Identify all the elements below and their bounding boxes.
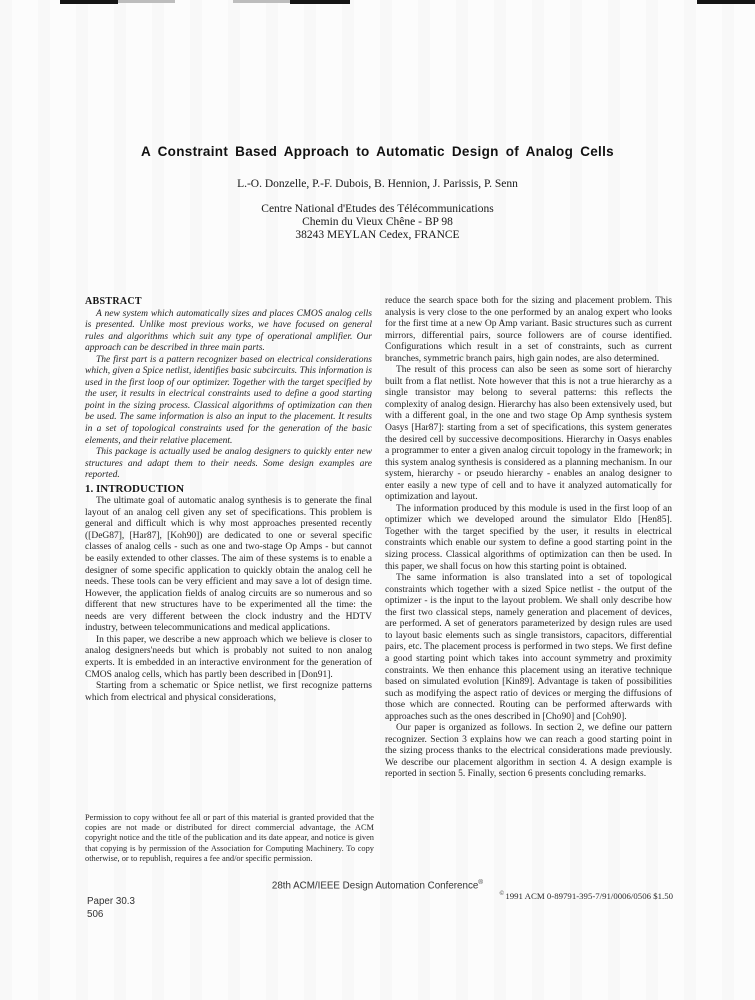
abstract-paragraph-1: A new system which automatically sizes and places CMOS analog cells is presented. Unlike most previous works, we have focused on general rules and algorithms which suit any type of operational amplifier. Our approach can be described in three main parts. <box>85 308 372 354</box>
introduction-paragraph-1: The ultimate goal of automatic analog synthesis is to generate the final layout of an analog cell given any set of specifications. This problem is general and difficult which is why most approaches presented recently ([DeG87], [Har87], [Koh90]) are dedicated to one or several specific classes of analog cells - such as one and two-stage Op Amps - but cannot be easily extended to other classes. The aim of these systems is to enable a designer of some specific application to quickly obtain the analog cell he needs. These tools can be very efficient and may save a lot of design time. However, the application fields of analog circuits are so numerous and so different that new structures have to be experimented all the time: the needs are very different between the clock industry and the HDTV industry, between telecommunications and medical applications. <box>85 496 372 634</box>
abstract-paragraph-2: The first part is a pattern recognizer based on electrical considerations which, given a Spice netlist, identifies basic subcircuits. This information is used in the first loop of our optimizer. Together with the target specified by the user, it results in electrical constraints used to define a good starting point in the sizing process. Classical algorithms of optimization can then be used. The same information is also an input to the placement. It results in a set of topological constraints used for the generation of the basic elements, and their relative placement. <box>85 354 372 446</box>
right-column-paragraph-4: The same information is also translated into a set of topological constraints which together with a sized Spice netlist - the output of the optimizer - is the input to the layout problem. We shall only describe how the first two classical steps, namely generation and placement of devices, are performed. A set of generators parameterized by design rules are used to layout basic elements such as single transistors, capacitors, differential pairs, etc. The placement process is performed in two steps. We first define a good starting point which takes into account symmetry and proximity constraints. We then enhance this placement using an iterative technique based on simulated evolution [Kin89]. Advantage is taken of possibilities such as modifying the aspect ratio of devices or merging the diffusions of those which are connected. Routing can be performed afterwards with approaches such as the ones described in [Cho90] and [Coh90]. <box>385 573 672 722</box>
registered-mark: ® <box>478 879 484 886</box>
right-column-paragraph-2: The result of this process can also be seen as some sort of hierarchy built from a flat netlist. Note however that this is not a true hierarchy as a single transistor may belong to several patterns: this reflects the complexity of analog design. Hierarchy has also been extensively used, but with a different goal, in the one and two stage Op Amp synthesis system Oasys [Har87]: starting from a set of specifications, this system generates the desired cell by successive decompositions. Hierarchy in Oasys enables a programmer to enter a given analog circuit topology in the framework; in this system analog synthesis is considered as a planning mechanism. In our system, hierarchy - or pseudo hierarchy - enables an analog designer to enter easily a new type of cell and to have it analyzed automatically for optimization and layout. <box>385 365 672 503</box>
authors-line: L.-O. Donzelle, P.-F. Dubois, B. Hennion, J. Parissis, P. Senn <box>237 178 518 190</box>
conference-text: 28th ACM/IEEE Design Automation Conference <box>271 880 479 892</box>
right-column-paragraph-3: The information produced by this module is used in the first loop of an optimizer which we developed around the simulator Eldo [Hen85]. Together with the target specified by the user, it results in electrical constraints which enable our system to define a good starting point in the sizing process. Classical algorithms of optimization can then be used. In this paper, we shall focus on how this starting point is obtained. <box>385 503 672 572</box>
introduction-heading: 1. INTRODUCTION <box>85 482 185 495</box>
introduction-paragraph-3: Starting from a schematic or Spice netlist, we first recognize patterns which from electrical and physical considerations, <box>85 681 372 703</box>
page-number: 506 <box>87 909 104 920</box>
scan-artifact <box>290 0 350 4</box>
affiliation-line-city: 38243 MEYLAN Cedex, FRANCE <box>295 229 460 242</box>
scan-artifact <box>60 0 118 4</box>
affiliation-line-street: Chemin du Vieux Chêne - BP 98 <box>302 216 453 229</box>
affiliation-line-institute: Centre National d'Etudes des Télécommunications <box>261 203 494 215</box>
scan-artifact <box>233 0 290 3</box>
right-column <box>385 296 672 781</box>
copyright-text: 1991 ACM 0-89791-395-7/91/0006/0506 $1.50 <box>505 890 673 901</box>
paper-title: A Constraint Based Approach to Automatic Design of Analog Cells <box>141 144 614 159</box>
copyright-line <box>385 890 673 901</box>
affiliation-block <box>0 203 755 243</box>
right-column-paragraph-1: reduce the search space both for the sizing and placement problem. This analysis is very close to the one performed by an analog expert who looks for the first time at a new Op Amp variant. Basic structures such as current mirrors, differential pairs, source followers are of course identified. Configurations which result in a set of constraints, such as current branches, symmetric branch pairs, high gain nodes, are also determined. <box>385 296 672 364</box>
left-column <box>85 296 372 781</box>
paper-number: Paper 30.3 <box>87 896 135 907</box>
scan-artifact <box>118 0 175 3</box>
abstract-heading: ABSTRACT <box>85 296 142 307</box>
right-column-paragraph-5: Our paper is organized as follows. In section 2, we define our pattern recognizer. Section 3 explains how we can reach a good starting point in the sizing process thanks to the electrical considerations made previously. We describe our placement algorithm in section 4. A design example is reported in section 5. Finally, section 6 presents concluding remarks. <box>385 723 672 780</box>
introduction-paragraph-2: In this paper, we describe a new approach which we believe is closer to analog designers'needs but which is probably not suited to non analog experts. It is embedded in an interactive environment for the generation of CMOS analog cells, which has partly been described in [Don91]. <box>85 634 372 680</box>
two-column-body <box>85 296 672 781</box>
copyright-symbol: © <box>499 890 505 897</box>
permission-footnote: Permission to copy without fee all or part of this material is granted provided that the copies are not made or distributed for direct commercial advantage, the ACM copyright notice and the title of the publication and its date appear, and notice is given that copying is by permission of the Association for Computing Machinery. To copy otherwise, or to republish, requires a fee and/or specific permission. <box>85 813 374 863</box>
scan-artifact <box>697 0 755 4</box>
abstract-paragraph-3: This package is actually used be analog designers to quickly enter new structures and adapt them to their needs. Some design examples are reported. <box>85 447 372 481</box>
